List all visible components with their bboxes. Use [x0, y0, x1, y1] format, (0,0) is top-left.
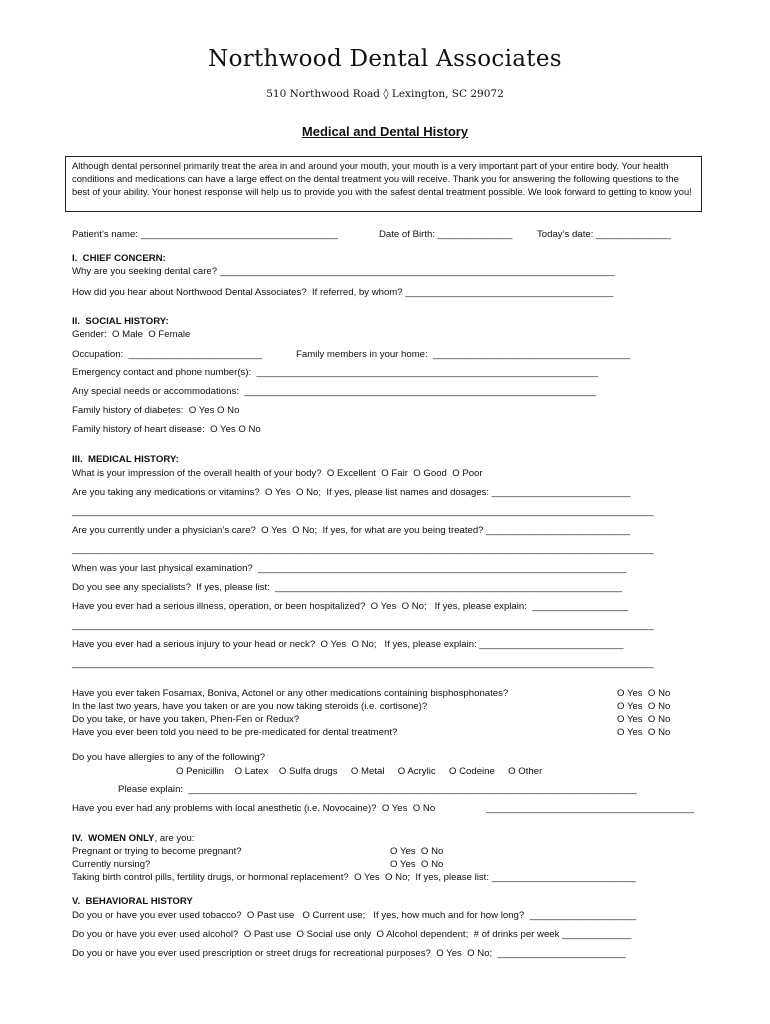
serious-illness-field[interactable]: Have you ever had a serious illness, operation, or been hospitalized? O Yes O No; If yes, please explain: __________________ — [72, 601, 629, 612]
patient-name-field[interactable]: Patient’s name: _____________________________________ — [72, 229, 339, 240]
medical-history-heading: III. MEDICAL HISTORY: — [72, 454, 179, 465]
medications-line[interactable]: _____________________________________________________________________________________________________________ — [72, 506, 654, 517]
allergy-explain-field[interactable]: Please explain: ____________________________________________________________________________________ — [118, 784, 637, 795]
practice-title: Northwood Dental Associates — [208, 46, 562, 72]
women-only-heading-rest: , are you: — [154, 833, 195, 844]
illness-line[interactable]: _____________________________________________________________________________________________________________ — [72, 620, 654, 631]
form-title: Medical and Dental History — [301, 124, 469, 139]
nursing-question: Currently nursing? — [72, 859, 151, 870]
nursing-yes-no[interactable]: O Yes O No — [390, 859, 444, 870]
social-history-heading: II. SOCIAL HISTORY: — [72, 316, 169, 327]
intro-box: Although dental personnel primarily treat the area in and around your mouth, your mouth is a very important part of your entire body. Your health conditions and medications can have a large effect on the dental treatment you will receive. Thank you for answering the following questions to the best of your ability. Your honest response will help us to provide you with the safest dental treatment possible. We look forward to getting to know you! — [65, 156, 702, 212]
steroids-question: In the last two years, have you taken or are you now taking steroids (i.e. cortisone)? — [72, 701, 428, 712]
anesthetic-question[interactable]: Have you ever had any problems with local anesthetic (i.e. Novocaine)? O Yes O No — [72, 803, 436, 814]
pregnant-yes-no[interactable]: O Yes O No — [390, 846, 444, 857]
anesthetic-line[interactable]: _______________________________________ — [486, 803, 695, 814]
family-members-field[interactable]: Family members in your home: _____________________________________ — [296, 349, 631, 360]
medications-field[interactable]: Are you taking any medications or vitamins? O Yes O No; If yes, please list names and dosages: __________________________ — [72, 487, 631, 498]
pregnant-question: Pregnant or trying to become pregnant? — [72, 846, 242, 857]
dob-field[interactable]: Date of Birth: ______________ — [379, 229, 513, 240]
gender-radio-group[interactable]: Gender: O Male O Female — [72, 329, 191, 340]
allergies-question: Do you have allergies to any of the following? — [72, 752, 266, 763]
practice-address: 510 Northwood Road ◊ Lexington, SC 29072 — [266, 88, 504, 100]
head-injury-field[interactable]: Have you ever had a serious injury to your head or neck? O Yes O No; If yes, please explain: ___________________________ — [72, 639, 624, 650]
occupation-field[interactable]: Occupation: _________________________ — [72, 349, 262, 360]
steroids-yes-no[interactable]: O Yes O No — [617, 701, 671, 712]
bisphosphonates-question: Have you ever taken Fosamax, Boniva, Actonel or any other medications containing bisphosphonates? — [72, 688, 509, 699]
specialists-field[interactable]: Do you see any specialists? If yes, please list: _________________________________________________________________ — [72, 582, 622, 593]
tobacco-field[interactable]: Do you or have you ever used tobacco? O Past use O Current use; If yes, how much and for how long? ____________________ — [72, 910, 637, 921]
emergency-contact-field[interactable]: Emergency contact and phone number(s): ________________________________________________________________ — [72, 367, 598, 378]
women-only-heading — [72, 833, 194, 844]
phenfen-yes-no[interactable]: O Yes O No — [617, 714, 671, 725]
special-needs-field[interactable]: Any special needs or accommodations: __________________________________________________________________ — [72, 386, 597, 397]
premedication-yes-no[interactable]: O Yes O No — [617, 727, 671, 738]
phenfen-question: Do you take, or have you taken, Phen-Fen or Redux? — [72, 714, 300, 725]
last-physical-field[interactable]: When was your last physical examination? _____________________________________________________________________ — [72, 563, 627, 574]
today-date-field[interactable]: Today’s date: ______________ — [537, 229, 671, 240]
chief-concern-heading: I. CHIEF CONCERN: — [72, 253, 166, 264]
referral-field[interactable]: How did you hear about Northwood Dental Associates? If referred, by whom? _______________________________________ — [72, 287, 614, 298]
why-seeking-care-field[interactable]: Why are you seeking dental care? __________________________________________________________________________ — [72, 266, 615, 277]
injury-line[interactable]: _____________________________________________________________________________________________________________ — [72, 658, 654, 669]
premedication-question: Have you ever been told you need to be pre-medicated for dental treatment? — [72, 727, 398, 738]
physician-care-field[interactable]: Are you currently under a physician’s care? O Yes O No; If yes, for what are you being treated? ___________________________ — [72, 525, 631, 536]
behavioral-history-heading: V. BEHAVIORAL HISTORY — [72, 896, 193, 907]
family-diabetes-radio[interactable]: Family history of diabetes: O Yes O No — [72, 405, 240, 416]
birth-control-field[interactable]: Taking birth control pills, fertility drugs, or hormonal replacement? O Yes O No; If yes, please list: ___________________________ — [72, 872, 636, 883]
recreational-drugs-field[interactable]: Do you or have you ever used prescription or street drugs for recreational purposes? O Yes O No; ________________________ — [72, 948, 626, 959]
health-impression-radio[interactable]: What is your impression of the overall health of your body? O Excellent O Fair O Good O Poor — [72, 468, 483, 479]
physician-line[interactable]: _____________________________________________________________________________________________________________ — [72, 544, 654, 555]
women-only-heading-bold: IV. WOMEN ONLY — [72, 833, 155, 844]
family-heart-radio[interactable]: Family history of heart disease: O Yes O No — [72, 424, 261, 435]
alcohol-field[interactable]: Do you or have you ever used alcohol? O Past use O Social use only O Alcohol dependent; # of drinks per week _____________ — [72, 929, 632, 940]
bisphosphonates-yes-no[interactable]: O Yes O No — [617, 688, 671, 699]
allergy-options[interactable]: O Penicillin O Latex O Sulfa drugs O Metal O Acrylic O Codeine O Other — [176, 766, 543, 777]
